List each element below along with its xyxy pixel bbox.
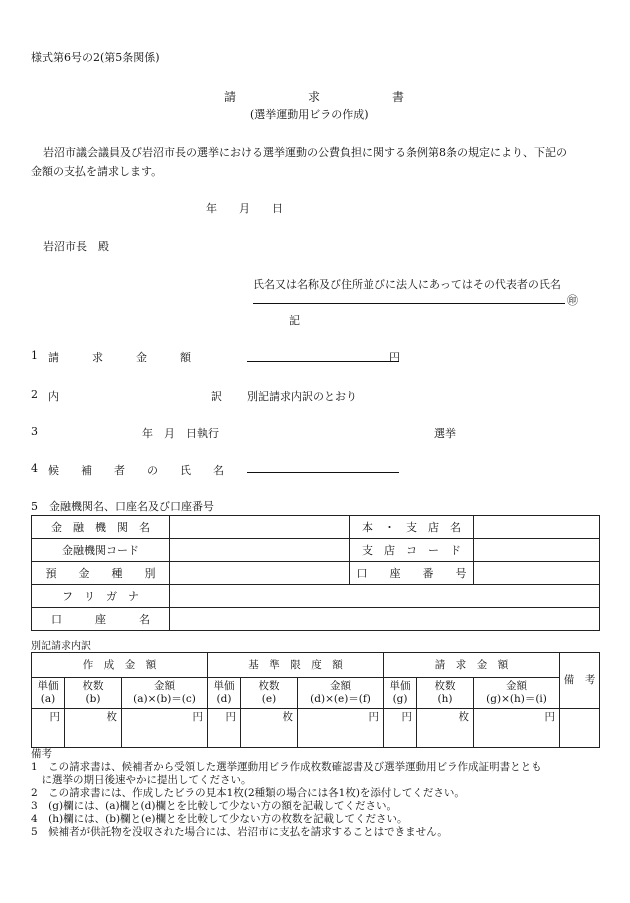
seal-mark: ㊞ (567, 294, 578, 307)
amount-label: 金額 (330, 680, 352, 692)
bank-name-field[interactable] (170, 516, 350, 539)
unit-price-label: 単価 (37, 680, 59, 692)
item3-number: 3 (31, 425, 38, 438)
notes-heading: 備考 (31, 748, 52, 760)
bank-name-label: 金 融 機 関 名 (32, 516, 170, 539)
ki-marker: 記 (289, 314, 300, 327)
addressee: 岩沼市長 殿 (43, 240, 109, 253)
note-4: 4 (h)欄には、(b)欄と(e)欄とを比較して少ない方の枚数を記載してください。 (31, 813, 408, 825)
bank-code-field[interactable] (170, 539, 350, 562)
col-a (32, 678, 65, 709)
item3-suffix: 選挙 (434, 427, 456, 440)
col-h (417, 678, 474, 709)
item1-label: 請 求 金 額 (48, 351, 191, 364)
col-g (384, 678, 417, 709)
account-number-label: 口 座 番 号 (350, 562, 474, 585)
col-c (122, 678, 208, 709)
label-i: (g)×(h)＝(i) (486, 693, 547, 705)
cell-a[interactable]: 円 (32, 709, 65, 748)
item4-name-line (247, 472, 399, 473)
item3-label: 年 月 日執行 (142, 427, 219, 440)
label-h: (h) (437, 693, 453, 705)
cell-e[interactable]: 枚 (241, 709, 298, 748)
branch-code-field[interactable] (474, 539, 600, 562)
item1-yen: 円 (389, 351, 400, 364)
col-i (474, 678, 560, 709)
page-title: 請 求 書 (224, 90, 405, 104)
count-label: 枚数 (258, 680, 280, 692)
item2-number: 2 (31, 388, 38, 401)
item2-label-end: 訳 (211, 390, 222, 403)
item4-label: 候 補 者 の 氏 名 (48, 464, 224, 477)
furigana-label: フ リ ガ ナ (32, 585, 170, 608)
form-number: 様式第6号の2(第5条関係) (31, 51, 160, 64)
col-f (298, 678, 384, 709)
date-line: 年 月 日 (206, 202, 283, 215)
cell-g[interactable]: 円 (384, 709, 417, 748)
branch-name-field[interactable] (474, 516, 600, 539)
account-number-field[interactable] (474, 562, 600, 585)
group-claim-amount: 請 求 金 額 (384, 653, 560, 678)
item4-number: 4 (31, 462, 38, 475)
col-e (241, 678, 298, 709)
cell-c[interactable]: 円 (122, 709, 208, 748)
item5-label: 5 金融機関名、口座名及び口座番号 (31, 500, 214, 513)
account-name-label: 口 座 名 (32, 608, 170, 631)
item2-label-start: 内 (48, 390, 59, 403)
branch-name-label: 本 ・ 支 店 名 (350, 516, 474, 539)
deposit-type-label: 預 金 種 別 (32, 562, 170, 585)
bank-code-label: 金融機関コード (32, 539, 170, 562)
furigana-field[interactable] (170, 585, 600, 608)
bank-info-table (31, 515, 600, 631)
label-c: (a)×(b)＝(c) (133, 693, 196, 705)
label-b: (b) (85, 693, 101, 705)
account-name-field[interactable] (170, 608, 600, 631)
col-b (65, 678, 122, 709)
count-label: 枚数 (434, 680, 456, 692)
label-e: (e) (261, 693, 277, 705)
cell-d[interactable]: 円 (208, 709, 241, 748)
cell-remarks[interactable] (560, 709, 600, 748)
col-d (208, 678, 241, 709)
label-a: (a) (40, 693, 56, 705)
item2-value: 別記請求内訳のとおり (247, 390, 357, 403)
group-standard-limit: 基 準 限 度 額 (208, 653, 384, 678)
unit-price-label: 単価 (389, 680, 411, 692)
intro-text-line1: 岩沼市議会議員及び岩沼市長の選挙における選挙運動の公費負担に関する条例第8条の規定により、下記の (43, 146, 567, 159)
remarks-header: 備 考 (560, 653, 600, 709)
cell-h[interactable]: 枚 (417, 709, 474, 748)
cell-b[interactable]: 枚 (65, 709, 122, 748)
note-2: 2 この請求書には、作成したビラの見本1枚(2種類の場合には各1枚)を添付してください。 (31, 787, 465, 799)
cell-f[interactable]: 円 (298, 709, 384, 748)
item1-number: 1 (31, 349, 38, 362)
amount-label: 金額 (506, 680, 528, 692)
note-5: 5 候補者が供託物を没収された場合には、岩沼市に支払を請求することはできません。 (31, 826, 448, 838)
notes-section (31, 748, 603, 839)
group-creation-amount: 作 成 金 額 (32, 653, 208, 678)
count-label: 枚数 (82, 680, 104, 692)
claimant-label: 氏名又は名称及び住所並びに法人にあってはその代表者の氏名 (253, 278, 561, 291)
note-3: 3 (g)欄には、(a)欄と(d)欄とを比較して少ない方の額を記載してください。 (31, 800, 397, 812)
label-g: (g) (392, 693, 408, 705)
page-subtitle: (選挙運動用ビラの作成) (250, 108, 369, 121)
label-f: (d)×(e)＝(f) (310, 693, 371, 705)
intro-text-line2: 金額の支払を請求します。 (31, 165, 163, 178)
note-1a: 1 この請求書は、候補者から受領した選挙運動用ビラ作成枚数確認書及び選挙運動用ビラ作成証明書ととも (31, 761, 542, 773)
label-d: (d) (216, 693, 232, 705)
item1-amount-line (247, 361, 399, 362)
detail-heading: 別記請求内訳 (31, 641, 91, 652)
detail-table (31, 652, 600, 748)
deposit-type-field[interactable] (170, 562, 350, 585)
claimant-signature-line (253, 303, 565, 304)
note-1b: に選挙の期日後速やかに提出してください。 (31, 774, 252, 786)
amount-label: 金額 (154, 680, 175, 692)
unit-price-label: 単価 (213, 680, 235, 692)
cell-i[interactable]: 円 (474, 709, 560, 748)
branch-code-label: 支 店 コ ー ド (350, 539, 474, 562)
